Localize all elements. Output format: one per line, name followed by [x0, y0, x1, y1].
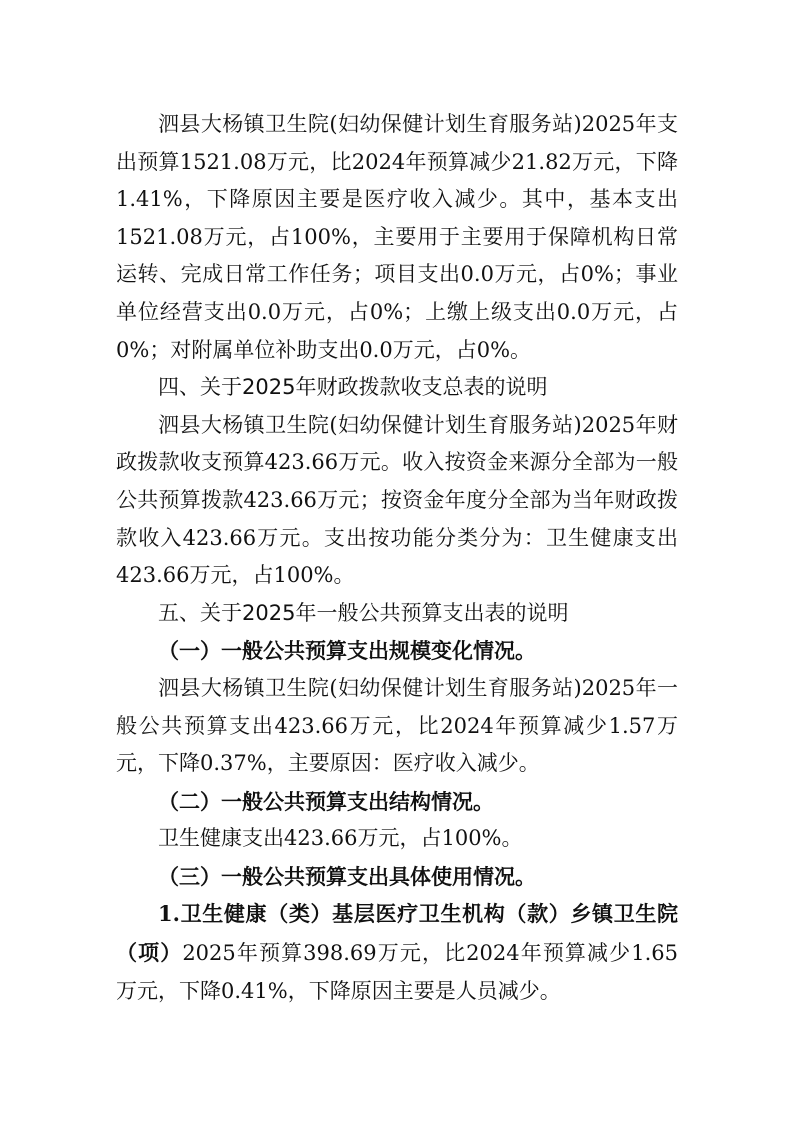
subheading-usage: （三）一般公共预算支出具体使用情况。 [158, 863, 536, 889]
subheading-scale-change: （一）一般公共预算支出规模变化情况。 [158, 638, 536, 664]
section-heading-5: 五、关于2025年一般公共预算支出表的说明 [158, 600, 569, 625]
paragraph-structure: 卫生健康支出423.66万元，占100%。 [158, 826, 523, 851]
usage-item-1-title: 1.卫生健康（类）基层医疗卫生机构（款）乡镇卫生院（项） [116, 901, 678, 966]
section-heading-4: 四、关于2025年财政拨款收支总表的说明 [158, 375, 548, 400]
document-body [116, 106, 678, 1010]
paragraph-scale-change: 泗县大杨镇卫生院(妇幼保健计划生育服务站)2025年一般公共预算支出423.66万元，比2024年预算减少1.57万元，下降0.37%，主要原因：医疗收入减少。 [116, 675, 678, 776]
paragraph-usage-item-1 [116, 895, 678, 1010]
paragraph-fiscal-summary: 泗县大杨镇卫生院(妇幼保健计划生育服务站)2025年财政拨款收支预算423.66万元。收入按资金来源分全部为一般公共预算拨款423.66万元；按资金年度分全部为当年财政拨款收入423.66万元。支出按功能分类分为：卫生健康支出423.66万元，占100%。 [116, 412, 678, 588]
usage-item-1-text: 2025年预算398.69万元，比2024年预算减少1.65万元，下降0.41%，下降原因主要是人员减少。 [116, 941, 678, 1003]
paragraph-budget-overview: 泗县大杨镇卫生院(妇幼保健计划生育服务站)2025年支出预算1521.08万元，比2024年预算减少21.82万元，下降1.41%，下降原因主要是医疗收入减少。其中，基本支出1521.08万元，占100%，主要用于主要用于保障机构日常运转、完成日常工作任务；项目支出0.0万元，占0%；事业单位经营支出0.0万元，占0%；上缴上级支出0.0万元，占0%；对附属单位补助支出0.0万元，占0%。 [116, 112, 678, 362]
subheading-structure: （二）一般公共预算支出结构情况。 [158, 788, 494, 814]
